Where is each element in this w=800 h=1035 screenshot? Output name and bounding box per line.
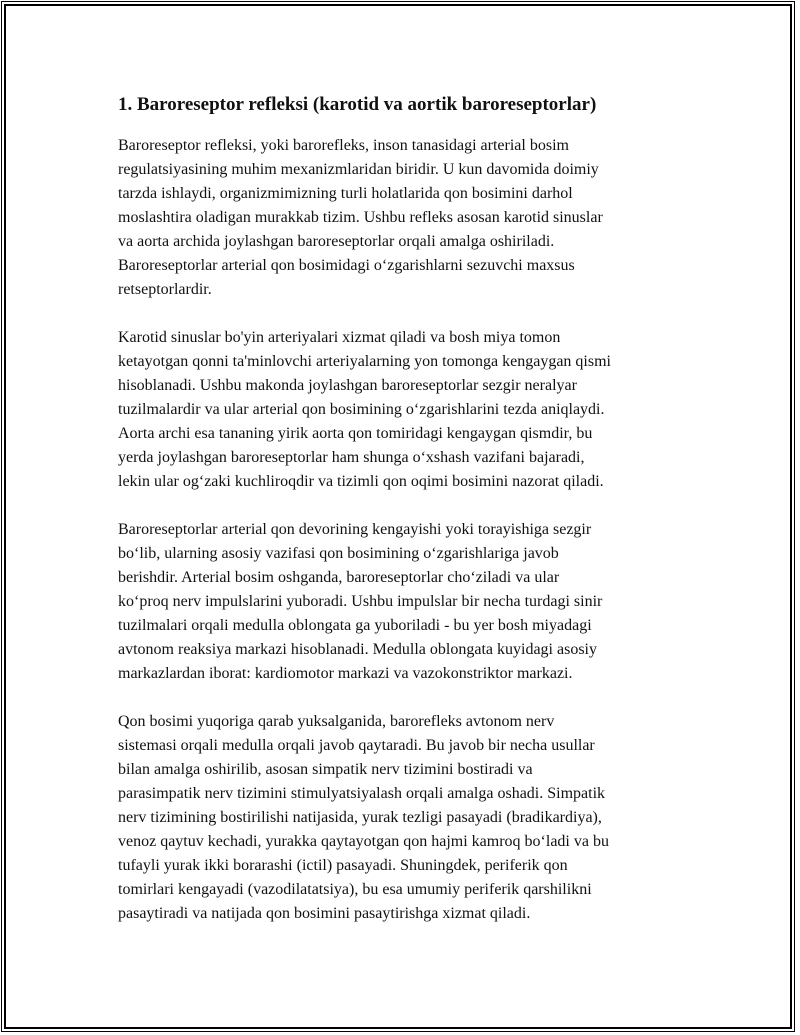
text-line: Baroreseptor refleksi, yoki barorefleks, inson tanasidagi arterial bosim — [118, 137, 569, 154]
text-line: Qon bosimi yuqoriga qarab yuksalganida, barorefleks avtonom nerv — [118, 713, 555, 730]
text-line: tuzilmalardir va ular arterial qon bosimining o‘zgarishlarini tezda aniqlaydi. — [118, 401, 605, 418]
text-line: Aorta archi esa tananing yirik aorta qon tomiridagi kengaygan qismdir, bu — [118, 425, 593, 442]
text-line: markazlardan iborat: kardiomotor markazi va vazokonstriktor markazi. — [118, 665, 573, 682]
text-line: berishdir. Arterial bosim oshganda, baroreseptorlar cho‘ziladi va ular — [118, 569, 560, 586]
text-line: Karotid sinuslar bo'yin arteriyalari xizmat qiladi va bosh miya tomon — [118, 329, 561, 346]
section-title: 1. Baroreseptor refleksi (karotid va aortik baroreseptorlar) — [118, 94, 597, 115]
text-line: sistemasi orqali medulla orqali javob qaytaradi. Bu javob bir necha usullar — [118, 737, 595, 754]
text-line: tomirlari kengayadi (vazodilatatsiya), bu esa umumiy periferik qarshilikni — [118, 881, 592, 898]
text-line: Baroreseptorlar arterial qon bosimidagi o‘zgarishlarni sezuvchi maxsus — [118, 257, 575, 274]
text-line: Baroreseptorlar arterial qon devorining kengayishi yoki torayishiga sezgir — [118, 521, 592, 538]
text-line: ko‘proq nerv impulslarini yuboradi. Ushbu impulslar bir necha turdagi sinir — [118, 593, 603, 610]
text-line: venoz qaytuv kechadi, yurakka qaytayotgan qon hajmi kamroq bo‘ladi va bu — [118, 833, 609, 850]
paragraph-4 — [118, 710, 698, 926]
text-line: hisoblanadi. Ushbu makonda joylashgan baroreseptorlar sezgir neralyar — [118, 377, 577, 394]
text-line: tufayli yurak ikki borarashi (ictil) pasayadi. Shuningdek, periferik qon — [118, 857, 568, 874]
text-line: regulatsiyasining muhim mexanizmlaridan biridir. U kun davomida doimiy — [118, 161, 599, 178]
text-line: avtonom reaksiya markazi hisoblanadi. Medulla oblongata kuyidagi asosiy — [118, 641, 597, 658]
text-line: tarzda ishlaydi, organizmimizning turli holatlarida qon bosimini darhol — [118, 185, 573, 202]
text-line: moslashtira oladigan murakkab tizim. Ushbu refleks asosan karotid sinuslar — [118, 209, 603, 226]
paragraph-3 — [118, 518, 698, 686]
text-line: nerv tizimining bostirilishi natijasida, yurak tezligi pasayadi (bradikardiya), — [118, 809, 602, 826]
text-line: bilan amalga oshirilib, asosan simpatik nerv tizimini bostiradi va — [118, 761, 533, 778]
text-line: yerda joylashgan baroreseptorlar ham shunga o‘xshash vazifani bajaradi, — [118, 449, 585, 466]
text-line: lekin ular og‘zaki kuchliroqdir va tizimli qon oqimi bosimini nazorat qiladi. — [118, 473, 604, 490]
document-page — [118, 92, 698, 950]
text-line: ketayotgan qonni ta'minlovchi arteriyalarning yon tomonga kengaygan qismi — [118, 353, 611, 370]
paragraph-1 — [118, 134, 698, 302]
text-line: parasimpatik nerv tizimini stimulyatsiyalash orqali amalga oshadi. Simpatik — [118, 785, 606, 802]
text-line: tuzilmalari orqali medulla oblongata ga yuboriladi - bu yer bosh miyadagi — [118, 617, 592, 634]
paragraph-2 — [118, 326, 698, 494]
text-line: pasaytiradi va natijada qon bosimini pasaytirishga xizmat qiladi. — [118, 905, 531, 922]
text-line: bo‘lib, ularning asosiy vazifasi qon bosimining o‘zgarishlariga javob — [118, 545, 559, 562]
text-line: retseptorlardir. — [118, 281, 212, 298]
text-line: va aorta archida joylashgan baroreseptorlar orqali amalga oshiriladi. — [118, 233, 555, 250]
